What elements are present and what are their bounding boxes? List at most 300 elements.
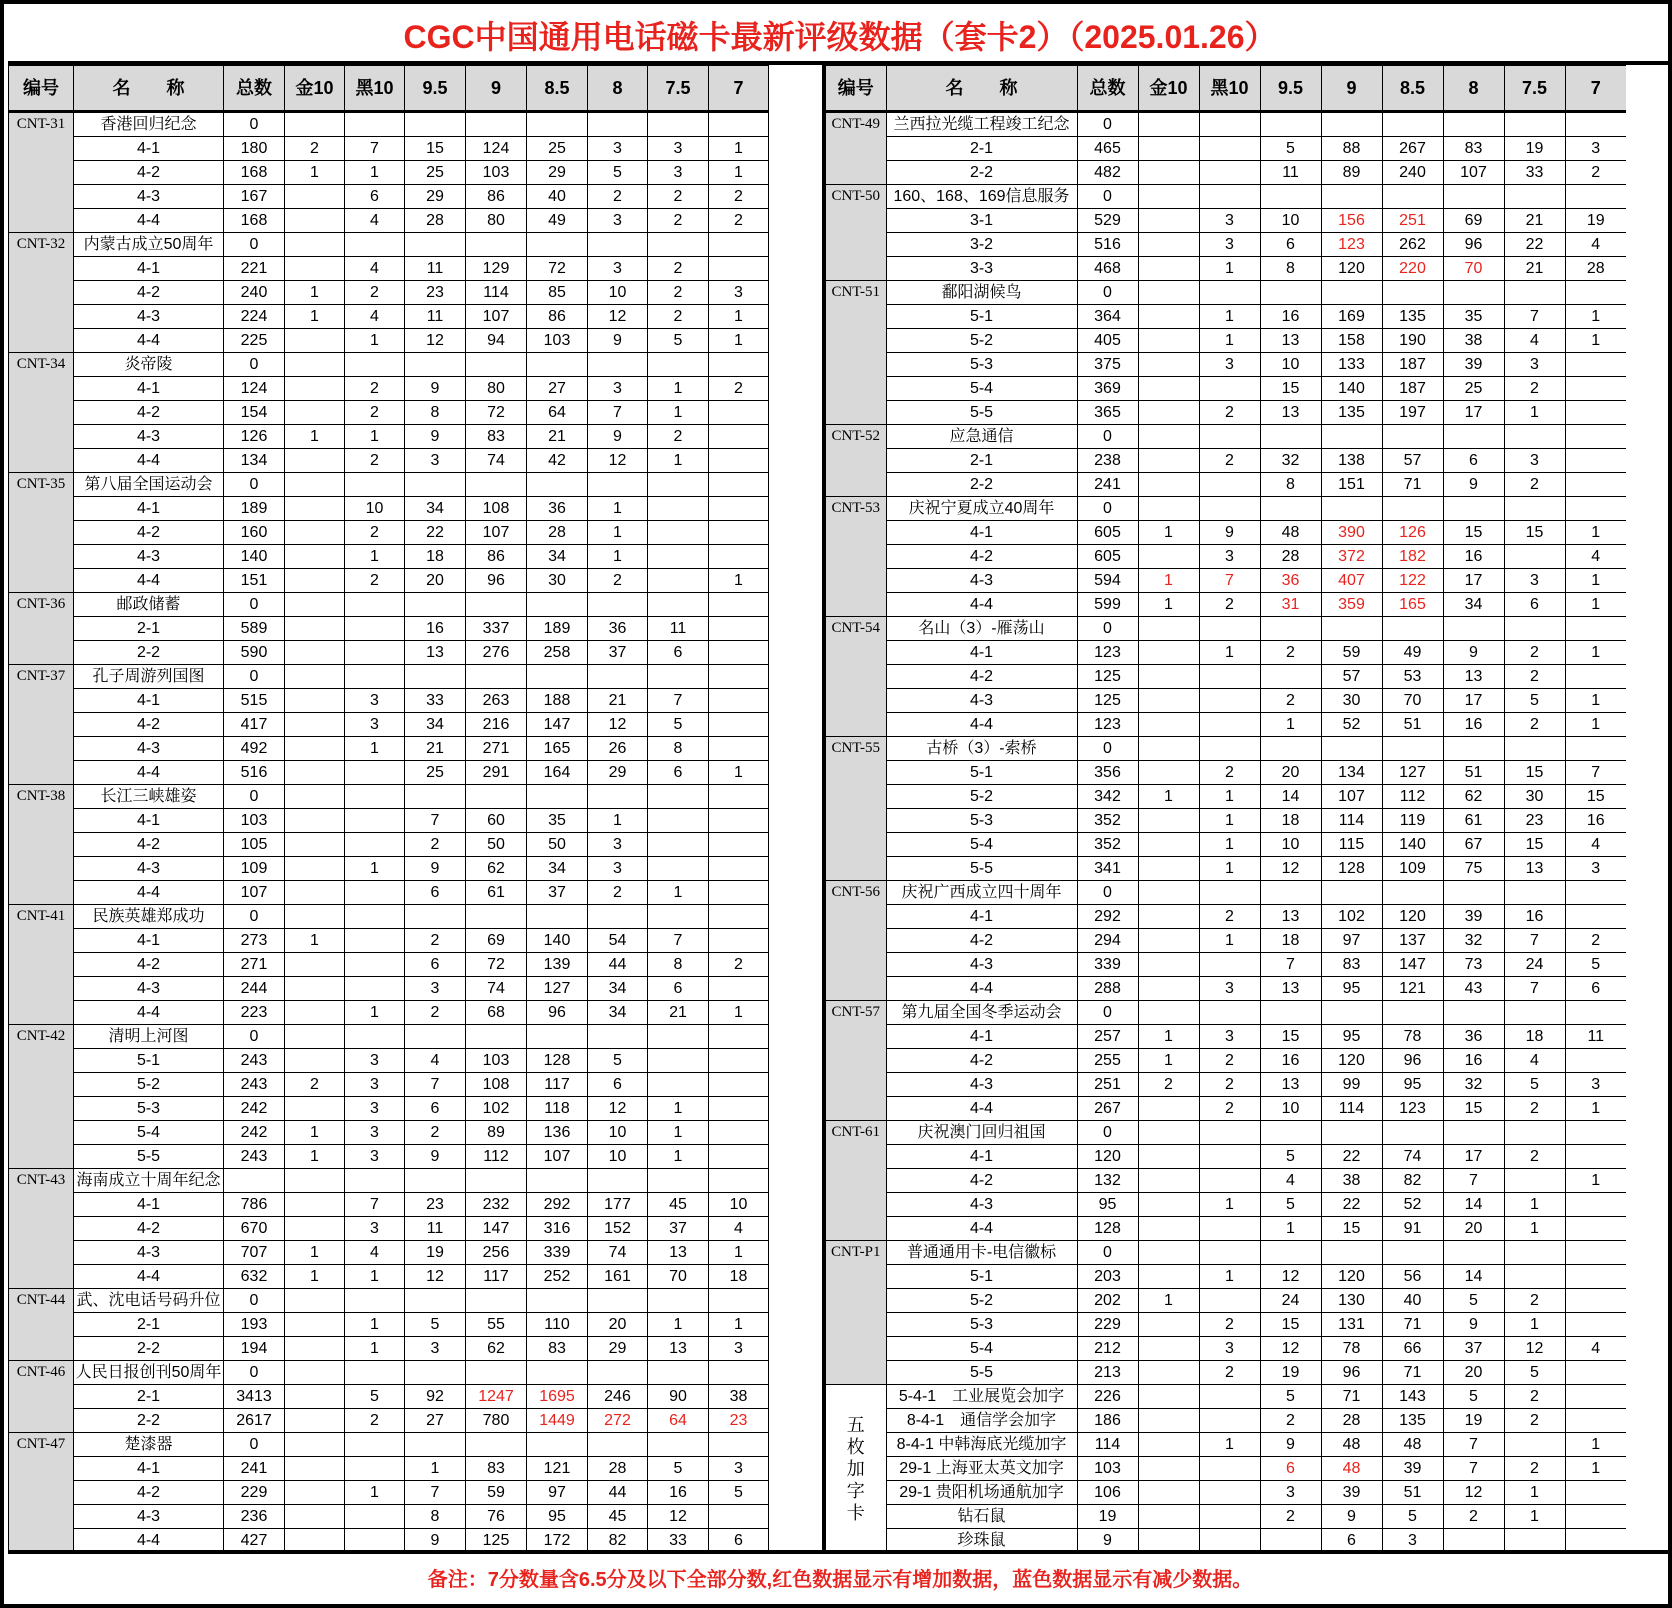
value-cell [1260, 112, 1321, 137]
value-cell: 3 [709, 1337, 769, 1361]
value-cell: 193 [224, 1313, 285, 1337]
value-cell: 34 [588, 1001, 648, 1025]
value-cell [1199, 665, 1260, 689]
value-cell: 1 [285, 1265, 345, 1289]
series-total: 0 [1077, 1001, 1138, 1025]
value-cell: 50 [527, 833, 588, 857]
value-cell [345, 833, 405, 857]
value-cell: 1 [1199, 329, 1260, 353]
card-name: 5-5 [886, 857, 1077, 881]
value-cell: 57 [1321, 665, 1382, 689]
value-cell [285, 905, 345, 929]
value-cell [1504, 1529, 1565, 1553]
value-cell: 52 [1321, 713, 1382, 737]
value-cell: 589 [224, 617, 285, 641]
value-cell [1138, 833, 1199, 857]
value-cell: 1 [1138, 521, 1199, 545]
card-name: 2-2 [74, 641, 224, 665]
value-cell [527, 785, 588, 809]
value-cell: 39 [1321, 1481, 1382, 1505]
value-cell [648, 473, 709, 497]
value-cell [1138, 689, 1199, 713]
value-cell [1565, 377, 1626, 401]
value-cell: 12 [405, 329, 466, 353]
value-cell: 605 [1077, 545, 1138, 569]
value-cell: 492 [224, 737, 285, 761]
value-cell [1199, 1457, 1260, 1481]
table-row [9, 761, 769, 785]
value-cell: 1 [285, 305, 345, 329]
value-cell: 96 [1382, 1049, 1443, 1073]
value-cell [285, 1505, 345, 1529]
value-cell [1565, 737, 1626, 761]
value-cell [709, 881, 769, 905]
value-cell [1199, 689, 1260, 713]
value-cell: 24 [1260, 1289, 1321, 1313]
value-cell: 37 [527, 881, 588, 905]
header-col: 黑10 [1199, 66, 1260, 112]
card-series-name: 第九届全国冬季运动会 [886, 1001, 1077, 1025]
value-cell: 2 [1138, 1073, 1199, 1097]
card-name: 4-4 [74, 209, 224, 233]
value-cell [285, 1193, 345, 1217]
value-cell [527, 233, 588, 257]
value-cell: 1 [709, 1001, 769, 1025]
value-cell [285, 473, 345, 497]
value-cell [345, 1433, 405, 1457]
value-cell [588, 1361, 648, 1385]
value-cell [405, 112, 466, 137]
value-cell: 59 [466, 1481, 527, 1505]
value-cell: 13 [1260, 905, 1321, 929]
value-cell: 5 [345, 1385, 405, 1409]
value-cell [1565, 1505, 1626, 1529]
value-cell: 72 [466, 953, 527, 977]
value-cell [648, 809, 709, 833]
value-cell: 2 [709, 953, 769, 977]
value-cell [345, 1169, 405, 1193]
value-cell: 103 [224, 809, 285, 833]
value-cell: 6 [1260, 233, 1321, 257]
value-cell: 69 [1443, 209, 1504, 233]
value-cell: 267 [1077, 1097, 1138, 1121]
table-row [824, 977, 1626, 1001]
table-row [9, 281, 769, 305]
value-cell: 1 [588, 497, 648, 521]
card-name: 4-4 [74, 569, 224, 593]
value-cell [1504, 112, 1565, 137]
value-cell: 62 [466, 857, 527, 881]
value-cell: 12 [1260, 1337, 1321, 1361]
value-cell: 127 [527, 977, 588, 1001]
value-cell: 90 [648, 1385, 709, 1409]
value-cell: 169 [1321, 305, 1382, 329]
card-code: CNT-42 [9, 1025, 74, 1169]
value-cell: 125 [1077, 665, 1138, 689]
value-cell: 2 [1504, 641, 1565, 665]
group-row [9, 1433, 769, 1457]
left-rating-table [8, 65, 769, 1553]
card-name: 4-3 [74, 737, 224, 761]
value-cell: 187 [1382, 377, 1443, 401]
value-cell [285, 545, 345, 569]
value-cell [527, 1433, 588, 1457]
value-cell: 276 [466, 641, 527, 665]
group-row [9, 233, 769, 257]
value-cell [1321, 185, 1382, 209]
value-cell: 51 [1382, 1481, 1443, 1505]
value-cell: 1 [345, 1265, 405, 1289]
value-cell: 3 [1565, 1073, 1626, 1097]
table-row [9, 425, 769, 449]
card-series-name: 人民日报创刊50周年 [74, 1361, 224, 1385]
value-cell: 26 [588, 737, 648, 761]
table-row [824, 329, 1626, 353]
value-cell: 352 [1077, 809, 1138, 833]
value-cell: 117 [527, 1073, 588, 1097]
value-cell: 32 [1443, 1073, 1504, 1097]
value-cell [345, 1289, 405, 1313]
value-cell: 135 [1382, 1409, 1443, 1433]
value-cell: 9 [405, 425, 466, 449]
header-col: 9.5 [405, 66, 466, 112]
value-cell: 13 [1260, 1073, 1321, 1097]
value-cell: 5 [1443, 1289, 1504, 1313]
value-cell [1138, 473, 1199, 497]
value-cell: 28 [527, 521, 588, 545]
value-cell [285, 833, 345, 857]
value-cell: 123 [1077, 713, 1138, 737]
value-cell [1260, 425, 1321, 449]
value-cell: 18 [1260, 809, 1321, 833]
value-cell [648, 833, 709, 857]
value-cell: 34 [588, 977, 648, 1001]
value-cell: 1 [1199, 857, 1260, 881]
value-cell: 263 [466, 689, 527, 713]
table-row [9, 1265, 769, 1289]
value-cell [285, 761, 345, 785]
value-cell: 1 [1565, 305, 1626, 329]
value-cell [1138, 353, 1199, 377]
value-cell: 3 [1504, 353, 1565, 377]
value-cell [709, 833, 769, 857]
value-cell: 11 [405, 305, 466, 329]
value-cell: 124 [224, 377, 285, 401]
value-cell [405, 665, 466, 689]
value-cell [1504, 617, 1565, 641]
value-cell: 7 [648, 689, 709, 713]
value-cell [527, 473, 588, 497]
value-cell: 3 [345, 713, 405, 737]
series-total: 0 [224, 905, 285, 929]
value-cell [405, 233, 466, 257]
value-cell [466, 112, 527, 137]
table-row [9, 833, 769, 857]
value-cell: 177 [588, 1193, 648, 1217]
card-name: 5-1 [886, 1265, 1077, 1289]
card-name: 4-3 [74, 1505, 224, 1529]
value-cell [285, 1529, 345, 1553]
value-cell: 118 [527, 1097, 588, 1121]
table-row [824, 473, 1626, 497]
card-name: 2-2 [886, 473, 1077, 497]
value-cell: 124 [466, 137, 527, 161]
value-cell [709, 425, 769, 449]
card-name: 5-5 [886, 401, 1077, 425]
value-cell: 12 [1260, 857, 1321, 881]
value-cell [1565, 185, 1626, 209]
value-cell [588, 233, 648, 257]
value-cell: 127 [1382, 761, 1443, 785]
value-cell [1138, 1529, 1199, 1553]
table-row [9, 185, 769, 209]
value-cell [1260, 497, 1321, 521]
value-cell: 14 [1443, 1265, 1504, 1289]
value-cell [527, 1289, 588, 1313]
value-cell: 16 [1443, 713, 1504, 737]
value-cell: 64 [648, 1409, 709, 1433]
value-cell: 23 [1504, 809, 1565, 833]
table-row [824, 1433, 1626, 1457]
header-col: 7.5 [648, 66, 709, 112]
value-cell: 1 [285, 929, 345, 953]
value-cell: 405 [1077, 329, 1138, 353]
value-cell: 18 [1260, 929, 1321, 953]
value-cell [648, 112, 709, 137]
value-cell: 1 [1138, 569, 1199, 593]
value-cell [1382, 112, 1443, 137]
value-cell [1260, 1001, 1321, 1025]
value-cell: 99 [1321, 1073, 1382, 1097]
value-cell: 71 [1382, 1361, 1443, 1385]
value-cell: 1 [1199, 833, 1260, 857]
value-cell: 28 [405, 209, 466, 233]
value-cell: 13 [1443, 665, 1504, 689]
value-cell: 594 [1077, 569, 1138, 593]
value-cell [709, 785, 769, 809]
value-cell: 9 [405, 377, 466, 401]
value-cell [709, 1433, 769, 1457]
value-cell [1138, 545, 1199, 569]
value-cell: 137 [1382, 929, 1443, 953]
value-cell [345, 881, 405, 905]
value-cell [1504, 497, 1565, 521]
value-cell: 128 [1321, 857, 1382, 881]
value-cell: 339 [527, 1241, 588, 1265]
card-series-name: 160、168、169信息服务 [886, 185, 1077, 209]
card-name: 5-5 [74, 1145, 224, 1169]
table-row [9, 689, 769, 713]
value-cell: 147 [1382, 953, 1443, 977]
card-name: 4-2 [74, 161, 224, 185]
value-cell: 138 [1321, 449, 1382, 473]
value-cell: 21 [1504, 209, 1565, 233]
value-cell: 1 [588, 809, 648, 833]
value-cell [709, 233, 769, 257]
table-row [9, 1049, 769, 1073]
card-code: CNT-44 [9, 1289, 74, 1361]
table-row [9, 521, 769, 545]
value-cell: 15 [1260, 377, 1321, 401]
value-cell [1565, 1529, 1626, 1553]
value-cell [1321, 617, 1382, 641]
value-cell: 33 [1504, 161, 1565, 185]
card-series-name: 庆祝广西成立四十周年 [886, 881, 1077, 905]
value-cell: 15 [1504, 833, 1565, 857]
value-cell [405, 1361, 466, 1385]
value-cell: 1 [1199, 1193, 1260, 1217]
value-cell: 2 [1199, 1073, 1260, 1097]
value-cell: 291 [466, 761, 527, 785]
value-cell: 16 [648, 1481, 709, 1505]
value-cell [1138, 1169, 1199, 1193]
value-cell: 57 [1382, 449, 1443, 473]
card-name: 4-4 [886, 593, 1077, 617]
table-row [824, 1457, 1626, 1481]
value-cell: 92 [405, 1385, 466, 1409]
value-cell [285, 953, 345, 977]
value-cell: 96 [1321, 1361, 1382, 1385]
value-cell [709, 1505, 769, 1529]
value-cell: 2 [1260, 641, 1321, 665]
value-cell: 33 [648, 1529, 709, 1553]
value-cell [345, 641, 405, 665]
table-row [824, 353, 1626, 377]
value-cell [1199, 425, 1260, 449]
card-name: 5-4 [886, 1337, 1077, 1361]
value-cell [1138, 1097, 1199, 1121]
value-cell [1199, 137, 1260, 161]
table-row [9, 1457, 769, 1481]
value-cell: 2 [1199, 593, 1260, 617]
value-cell: 2 [1565, 929, 1626, 953]
value-cell: 16 [1443, 545, 1504, 569]
value-cell [1321, 1241, 1382, 1265]
value-cell [285, 1385, 345, 1409]
header-col: 7 [709, 66, 769, 112]
table-row [9, 809, 769, 833]
value-cell: 82 [1382, 1169, 1443, 1193]
value-cell: 9 [1321, 1505, 1382, 1529]
value-cell [1504, 1121, 1565, 1145]
value-cell: 35 [527, 809, 588, 833]
series-total: 0 [224, 1289, 285, 1313]
value-cell: 103 [1077, 1457, 1138, 1481]
value-cell [1199, 617, 1260, 641]
value-cell: 3 [345, 1073, 405, 1097]
value-cell: 43 [1443, 977, 1504, 1001]
value-cell: 1 [648, 1097, 709, 1121]
table-row [824, 257, 1626, 281]
card-name: 4-3 [886, 689, 1077, 713]
value-cell: 32 [1260, 449, 1321, 473]
card-series-name: 民族英雄郑成功 [74, 905, 224, 929]
series-total: 0 [224, 1433, 285, 1457]
table-row [824, 1481, 1626, 1505]
group-row [9, 665, 769, 689]
value-cell: 40 [1382, 1289, 1443, 1313]
value-cell: 1 [285, 281, 345, 305]
value-cell: 2 [405, 1001, 466, 1025]
value-cell [285, 977, 345, 1001]
value-cell [588, 593, 648, 617]
value-cell [285, 449, 345, 473]
value-cell [709, 473, 769, 497]
value-cell [285, 1169, 345, 1193]
value-cell: 66 [1382, 1337, 1443, 1361]
value-cell [1199, 497, 1260, 521]
card-name: 4-2 [74, 1217, 224, 1241]
card-name: 4-1 [74, 1457, 224, 1481]
value-cell: 103 [466, 161, 527, 185]
value-cell [405, 785, 466, 809]
value-cell [405, 473, 466, 497]
value-cell: 257 [1077, 1025, 1138, 1049]
value-cell: 37 [648, 1217, 709, 1241]
value-cell [1382, 737, 1443, 761]
value-cell: 110 [527, 1313, 588, 1337]
card-name: 钻石鼠 [886, 1505, 1077, 1529]
group-row [9, 1169, 769, 1193]
value-cell: 12 [588, 449, 648, 473]
card-name: 4-1 [74, 137, 224, 161]
card-name: 5-4 [886, 377, 1077, 401]
value-cell: 168 [224, 161, 285, 185]
value-cell: 107 [224, 881, 285, 905]
card-name: 4-4 [886, 977, 1077, 1001]
value-cell [1138, 185, 1199, 209]
value-cell [1138, 233, 1199, 257]
value-cell [1199, 161, 1260, 185]
value-cell [1138, 1001, 1199, 1025]
card-name: 4-3 [74, 185, 224, 209]
card-name: 8-4-1 通信学会加字 [886, 1409, 1077, 1433]
value-cell [1565, 281, 1626, 305]
value-cell: 62 [466, 1337, 527, 1361]
value-cell [285, 785, 345, 809]
value-cell: 2 [1504, 473, 1565, 497]
value-cell [405, 1433, 466, 1457]
value-cell: 112 [466, 1145, 527, 1169]
special-cards-label [824, 1385, 886, 1553]
value-cell: 29 [405, 185, 466, 209]
value-cell [1138, 665, 1199, 689]
value-cell: 83 [466, 1457, 527, 1481]
table-row [9, 953, 769, 977]
value-cell [588, 1025, 648, 1049]
value-cell [588, 473, 648, 497]
value-cell: 34 [405, 713, 466, 737]
value-cell: 8 [648, 737, 709, 761]
value-cell: 316 [527, 1217, 588, 1241]
value-cell: 10 [1260, 353, 1321, 377]
value-cell [1443, 737, 1504, 761]
value-cell: 13 [648, 1241, 709, 1265]
value-cell: 2 [709, 185, 769, 209]
value-cell: 103 [527, 329, 588, 353]
card-code: CNT-61 [824, 1121, 886, 1241]
value-cell: 25 [405, 761, 466, 785]
group-row [9, 905, 769, 929]
value-cell: 3 [345, 1145, 405, 1169]
value-cell [1565, 425, 1626, 449]
value-cell [527, 1025, 588, 1049]
header-name: 名 称 [886, 66, 1077, 112]
value-cell [1382, 1001, 1443, 1025]
value-cell: 262 [1382, 233, 1443, 257]
value-cell: 9 [1443, 473, 1504, 497]
value-cell [709, 1121, 769, 1145]
